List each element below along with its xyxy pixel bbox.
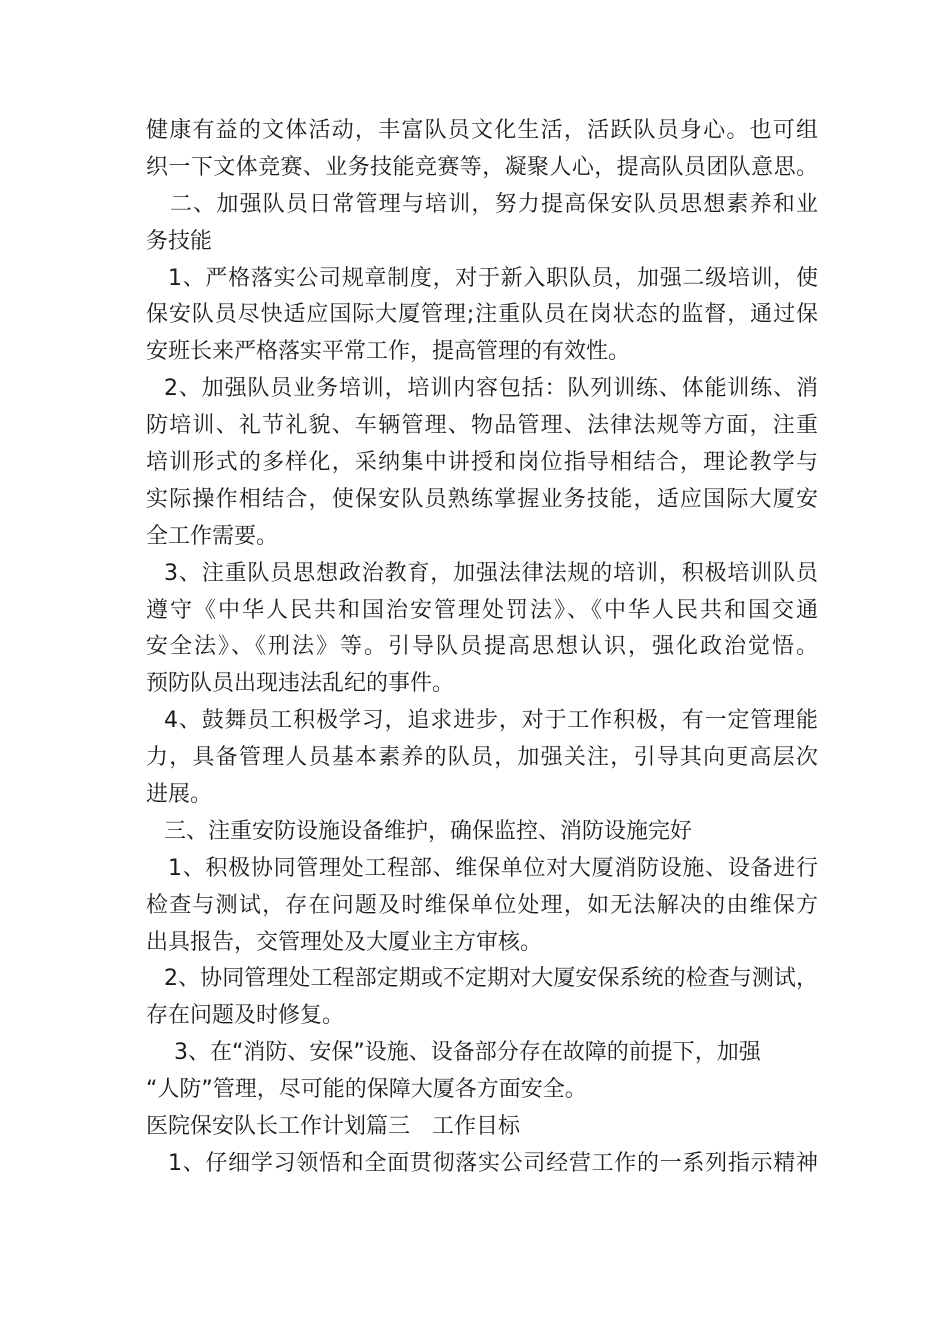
text-line: 检查与测试，存在问题及时维保单位处理，如无法解决的由维保方 (146, 892, 818, 918)
text-line: 安班长来严格落实平常工作，提高管理的有效性。 (146, 339, 631, 365)
text-line: 全工作需要。 (146, 523, 279, 549)
text-line: 存在问题及时修复。 (146, 1003, 345, 1029)
text-line: 遵守《中华人民共和国治安管理处罚法》、《中华人民共和国交通 (146, 597, 818, 623)
document-body (146, 113, 818, 1183)
text-line: 预防队员出现违法乱纪的事件。 (146, 671, 455, 697)
text-line: 3、在“消防、安保”设施、设备部分存在故障的前提下，加强 (174, 1040, 761, 1066)
text-line: 实际操作相结合，使保安队员熟练掌握业务技能，适应国际大厦安 (146, 486, 818, 512)
text-line: 力，具备管理人员基本素养的队员，加强关注，引导其向更高层次 (146, 745, 818, 771)
text-line: 2、协同管理处工程部定期或不定期对大厦安保系统的检查与测试， (164, 966, 818, 992)
text-line: 务技能 (146, 228, 213, 254)
text-line: 1、仔细学习领悟和全面贯彻落实公司经营工作的一系列指示精神 (168, 1150, 818, 1176)
text-line: 安全法》、《刑法》等。引导队员提高思想认识，强化政治觉悟。 (146, 634, 818, 660)
text-line: 4、鼓舞员工积极学习，追求进步，对于工作积极，有一定管理能 (164, 708, 818, 734)
text-line: 健康有益的文体活动，丰富队员文化生活，活跃队员身心。也可组 (146, 118, 818, 143)
text-line: 2、加强队员业务培训，培训内容包括：队列训练、体能训练、消 (164, 376, 818, 402)
text-line: 织一下文体竞赛、业务技能竞赛等，凝聚人心，提高队员团队意思。 (146, 154, 818, 180)
text-line: 进展。 (146, 782, 213, 808)
text-line: 防培训、礼节礼貌、车辆管理、物品管理、法律法规等方面，注重 (146, 413, 818, 439)
text-line: 保安队员尽快适应国际大厦管理;注重队员在岗状态的监督，通过保 (146, 302, 818, 328)
text-line: “人防”管理，尽可能的保障大厦各方面安全。 (146, 1077, 587, 1103)
text-line: 三、注重安防设施设备维护，确保监控、消防设施完好 (164, 818, 693, 844)
text-line: 医院保安队长工作计划篇三 工作目标 (146, 1114, 521, 1140)
text-line: 培训形式的多样化，采纳集中讲授和岗位指导相结合，理论教学与 (146, 450, 818, 476)
text-line: 1、严格落实公司规章制度，对于新入职队员，加强二级培训，使 (168, 265, 818, 291)
text-line: 3、注重队员思想政治教育，加强法律法规的培训，积极培训队员 (164, 560, 818, 586)
text-line: 1、积极协同管理处工程部、维保单位对大厦消防设施、设备进行 (168, 855, 818, 881)
text-line: 出具报告，交管理处及大厦业主方审核。 (146, 929, 543, 955)
text-line: 二、加强队员日常管理与培训，努力提高保安队员思想素养和业 (170, 191, 818, 217)
